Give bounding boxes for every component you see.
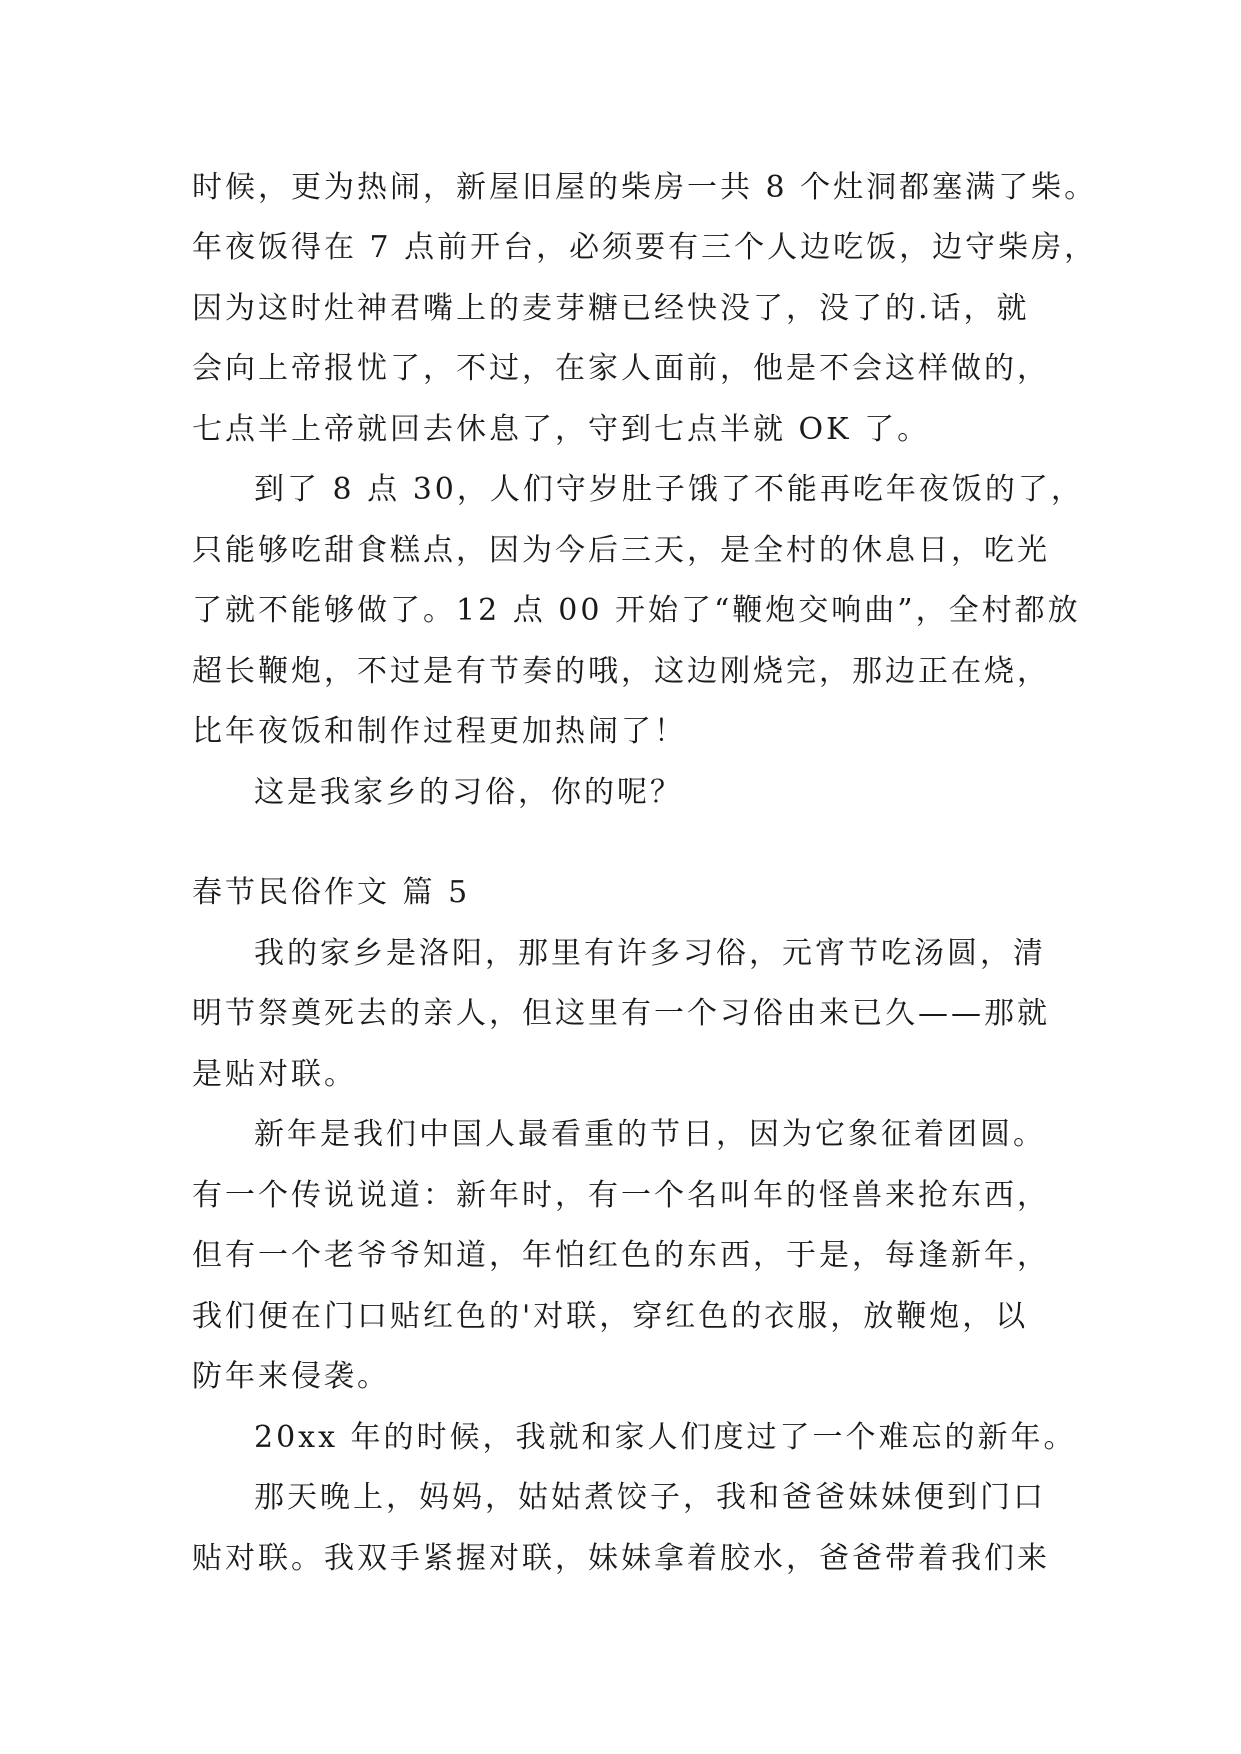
- text-line: 七点半上帝就回去休息了，守到七点半就 OK 了。: [192, 412, 931, 447]
- section-heading: 春节民俗作文 篇 5: [192, 875, 471, 910]
- paragraph-start: 我的家乡是洛阳，那里有许多习俗，元宵节吃汤圆，清: [254, 936, 1046, 971]
- text-line: 防年来侵袭。: [192, 1359, 390, 1394]
- text-line: 时候，更为热闹，新屋旧屋的柴房一共 8 个灶洞都塞满了柴。: [192, 170, 1098, 205]
- text-line: 贴对联。我双手紧握对联，妹妹拿着胶水，爸爸带着我们来: [192, 1541, 1050, 1576]
- paragraph-start: 到了 8 点 30，人们守岁肚子饿了不能再吃年夜饭的了，: [254, 472, 1084, 507]
- text-line: 了就不能够做了。12 点 00 开始了“鞭炮交响曲”，全村都放: [192, 593, 1081, 628]
- text-line: 超长鞭炮，不过是有节奏的哦，这边刚烧完，那边正在烧，: [192, 654, 1050, 689]
- text-line: 但有一个老爷爷知道，年怕红色的东西，于是，每逢新年，: [192, 1238, 1050, 1273]
- paragraph-start: 那天晚上，妈妈，姑姑煮饺子，我和爸爸妹妹便到门口: [254, 1480, 1046, 1515]
- text-line: 年夜饭得在 7 点前开台，必须要有三个人边吃饭，边守柴房，: [192, 230, 1098, 265]
- text-line: 我们便在门口贴红色的'对联，穿红色的衣服，放鞭炮，以: [192, 1299, 1029, 1334]
- paragraph-start: 新年是我们中国人最看重的节日，因为它象征着团圆。: [254, 1117, 1046, 1152]
- text-line: 会向上帝报忧了，不过，在家人面前，他是不会这样做的，: [192, 351, 1050, 386]
- text-line: 比年夜饭和制作过程更加热闹了！: [192, 714, 687, 749]
- paragraph-start: 20xx 年的时候，我就和家人们度过了一个难忘的新年。: [254, 1420, 1077, 1455]
- text-line: 明节祭奠死去的亲人，但这里有一个习俗由来已久——那就: [192, 996, 1050, 1031]
- text-line: 是贴对联。: [192, 1057, 357, 1092]
- text-line: 有一个传说说道：新年时，有一个名叫年的怪兽来抢东西，: [192, 1178, 1050, 1213]
- text-line: 只能够吃甜食糕点，因为今后三天，是全村的休息日，吃光: [192, 533, 1050, 568]
- text-line: 因为这时灶神君嘴上的麦芽糖已经快没了，没了的.话，就: [192, 291, 1030, 326]
- paragraph-start: 这是我家乡的习俗，你的呢？: [254, 775, 683, 810]
